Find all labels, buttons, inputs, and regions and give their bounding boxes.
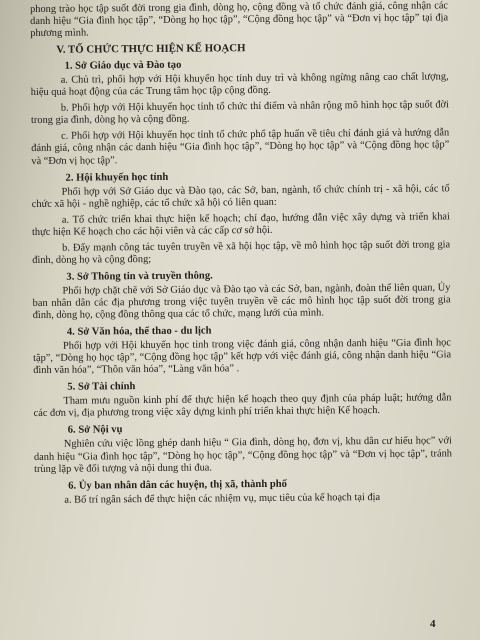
document-body bbox=[30, 0, 452, 506]
paragraph-2a: a. Tổ chức triển khai thực hiện kế hoạch; chỉ đạo, hướng dẫn việc xây dựng và triển khai thực hiện Kế hoạch cho các hội viên và các cấp cơ sở hội. bbox=[31, 211, 450, 238]
paragraph-1a: a. Chủ trì, phối hợp với Hội khuyến học tỉnh duy trì và không ngừng nâng cao chất lượng, hiệu quả hoạt động của các Trung tâm học tập cộng đồng. bbox=[30, 71, 449, 99]
section-title: V. TỔ CHỨC THỰC HIỆN KẾ HOẠCH bbox=[56, 42, 246, 56]
heading-so-van-hoa: 4. Sở Văn hóa, thể thao - du lịch bbox=[66, 325, 212, 338]
heading-uy-ban-nhan-dan: 6. Ủy ban nhân dân các huyện, thị xã, thành phố bbox=[68, 478, 287, 492]
page-number: 4 bbox=[430, 618, 436, 630]
heading-so-giao-duc: 1. Sở Giáo dục và Đào tạo bbox=[64, 59, 182, 72]
heading-so-noi-vu: 6. Sở Nội vụ bbox=[67, 424, 123, 437]
heading-so-thong-tin: 3. Sở Thông tin và truyền thông. bbox=[66, 270, 213, 283]
paragraph-5: Tham mưu nguồn kinh phí để thực hiện kế hoạch theo quy định của pháp luật; hướng dẫn các đơn vị, địa phương trong việc xây dựng kinh phí triển khai thực hiện Kế hoạch. bbox=[33, 392, 452, 420]
paragraph-2-intro: Phối hợp với Sở Giáo dục và Đào tạo, các Sở, ban, ngành, tổ chức chính trị - xã hội, các tổ chức xã hội - nghề nghiệp, các tổ chức xã hội có liên quan: bbox=[31, 182, 450, 210]
paragraph-2b: b. Đẩy mạnh công tác tuyên truyền về xã hội học tập, về mô hình học tập suốt đời trong gia đình, dòng họ và cộng đồng; bbox=[32, 239, 451, 266]
heading-so-tai-chinh: 5. Sở Tài chính bbox=[67, 381, 136, 393]
paragraph-1c: c. Phối hợp với Hội khuyến học tỉnh tổ chức phổ tập huấn về tiêu chí đánh giá và hướng dẫn đánh giá, công nhận các danh hiệu “Gia đình học tập”, “Dòng họ học tập” và “Cộng đồng học tập” và “Đơn vị học tập”. bbox=[31, 127, 450, 167]
intro-paragraph: phong trào học tập suốt đời trong gia đình, dòng họ, cộng đồng và tổ chức đánh giá, công nhận các danh hiệu “Gia đình học tập”, “Dòng họ học tập”, “Cộng đồng học tập” và “Đơn vị học tập” tại địa phương mình. bbox=[30, 0, 449, 40]
paragraph-6: Nghiên cứu việc lồng ghép danh hiệu “ Gia đình, dòng họ, đơn vị, khu dân cư hiếu học” với danh hiệu “Gia đình học tập”, “Dòng họ học tập”, “Cộng đồng học tập” và “Đơn vị học tập”, tránh trùng lặp về đối tượng và nội dung thi đua. bbox=[33, 435, 452, 475]
heading-hoi-khuyen-hoc: 2. Hội khuyến học tỉnh bbox=[65, 171, 169, 184]
paragraph-4: Phối hợp với Hội khuyến học tỉnh trong việc đánh giá, công nhận danh hiệu “Gia đình học tập”, “Dòng họ học tập”, “Cộng đồng học tập” kết hợp với việc đánh giá, công nhận danh hiệu “Gia đình văn hóa”, “Thôn văn hóa”, “Làng văn hóa” . bbox=[33, 337, 452, 377]
paragraph-3: Phối hợp chặt chẽ với Sở Giáo dục và Đào tạo và các Sở, ban, ngành, đoàn thể liên quan, Ủy ban nhân dân các địa phương trong việc tuyên truyền về các mô hình học tập suốt đời trong gia đình, dòng họ, cộng đồng thông qua các tổ chức, mạng lưới của mình. bbox=[32, 282, 451, 322]
paragraph-7a: a. Bố trí ngân sách để thực hiện các nhiệm vụ, mục tiêu của kế hoạch tại địa bbox=[64, 491, 381, 506]
paragraph-1b: b. Phối hợp với Hội khuyến học tỉnh tổ chức thí điểm và nhân rộng mô hình học tập suốt đời trong gia đình, dòng họ và cộng đồng. bbox=[30, 99, 449, 127]
